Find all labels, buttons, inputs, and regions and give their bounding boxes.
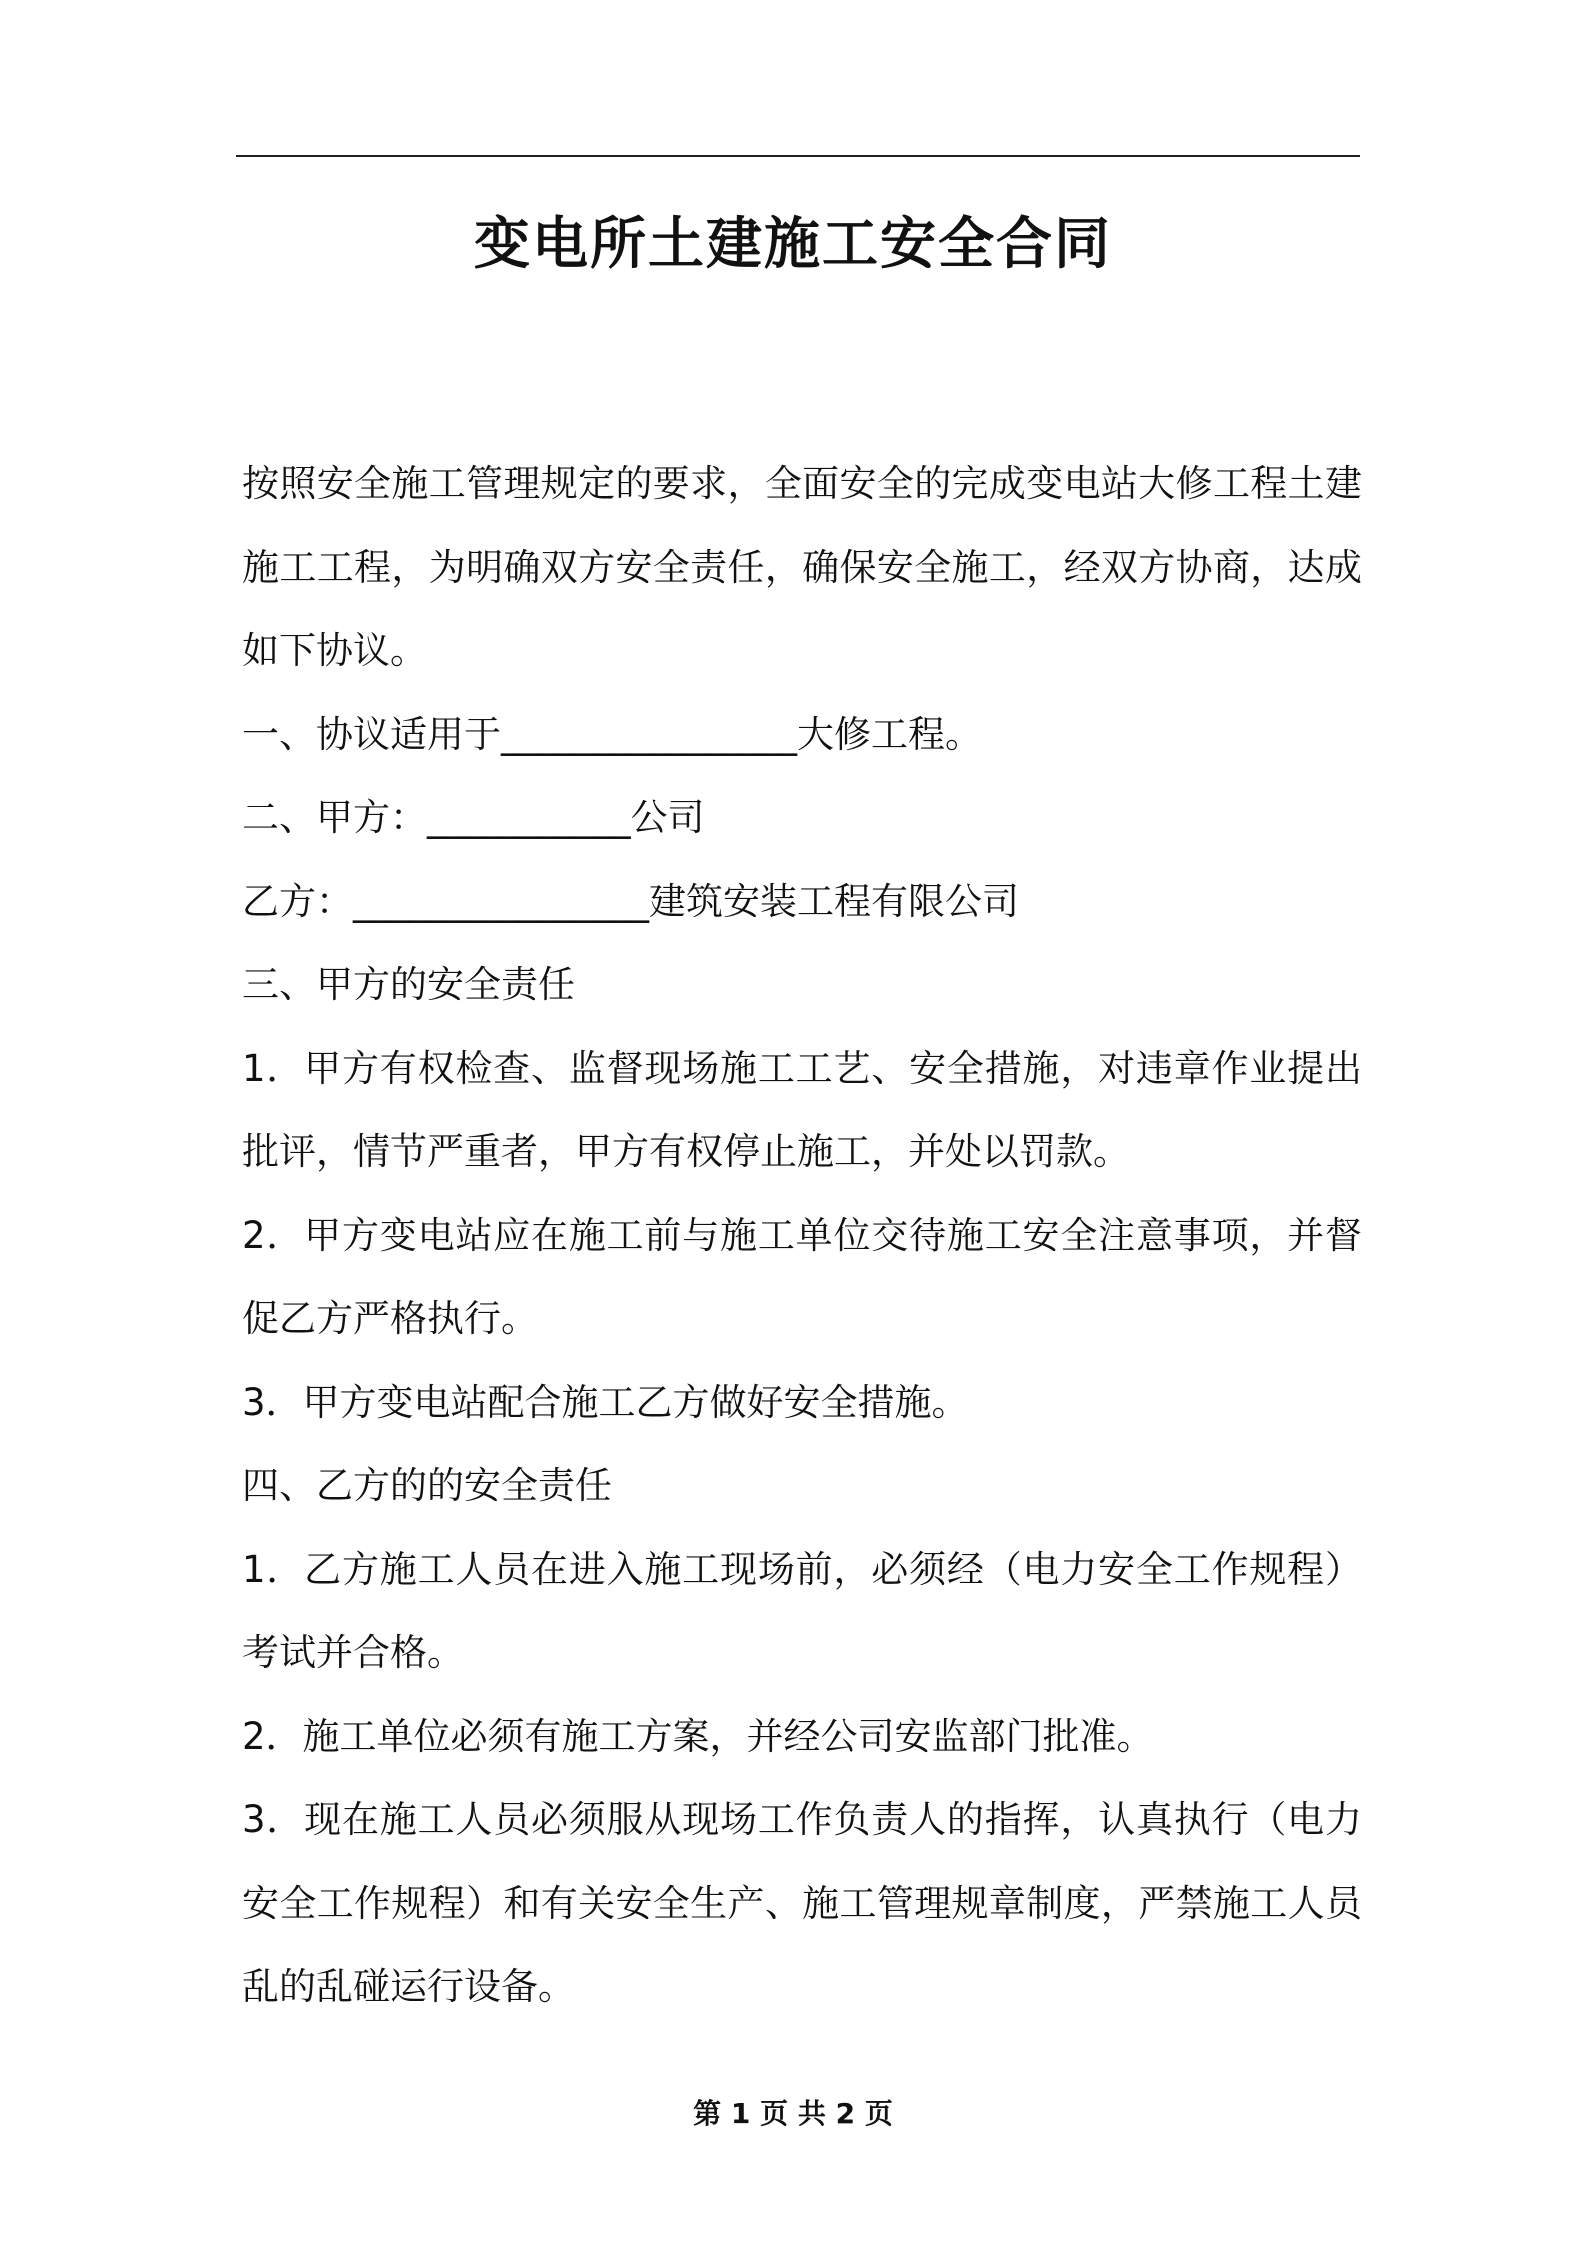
clause-1-scope: 一、协议适用于________________大修工程。 (242, 712, 982, 756)
party-b-item-3: 3．现在施工人员必须服从现场工作负责人的指挥，认真执行（电力安全工作规程）和有关安全生产、施工管理规章制度，严禁施工人员乱的乱碰运行设备。 (242, 1798, 1362, 2008)
clause-2-party-a: 二、甲方：___________公司 (242, 796, 705, 839)
section-heading-party-b-responsibility: 四、乙方的的安全责任 (242, 1464, 612, 1507)
party-a-item-3: 3．甲方变电站配合施工乙方做好安全措施。 (242, 1380, 969, 1424)
party-b-item-1: 1．乙方施工人员在进入施工现场前，必须经（电力安全工作规程）考试并合格。 (242, 1547, 1362, 1674)
header-divider (236, 155, 1360, 157)
document-body (242, 442, 1362, 2029)
party-b-item-2: 2．施工单位必须有施工方案，并经公司安监部门批准。 (242, 1714, 1154, 1758)
party-a-item-2: 2．甲方变电站应在施工前与施工单位交待施工安全注意事项，并督促乙方严格执行。 (242, 1213, 1362, 1340)
section-heading-party-a-responsibility: 三、甲方的安全责任 (242, 963, 575, 1006)
intro-paragraph: 按照安全施工管理规定的要求，全面安全的完成变电站大修工程土建施工工程，为明确双方安全责任，确保安全施工，经双方协商，达成如下协议。 (242, 462, 1362, 672)
page-number: 第 1 页 共 2 页 (693, 2097, 893, 2130)
party-a-item-1: 1．甲方有权检查、监督现场施工工艺、安全措施，对违章作业提出批评，情节严重者，甲方有权停止施工，并处以罚款。 (242, 1046, 1362, 1173)
clause-2-party-b: 乙方：________________建筑安装工程有限公司 (242, 879, 1019, 923)
document-title: 变电所土建施工安全合同 (474, 212, 1112, 277)
